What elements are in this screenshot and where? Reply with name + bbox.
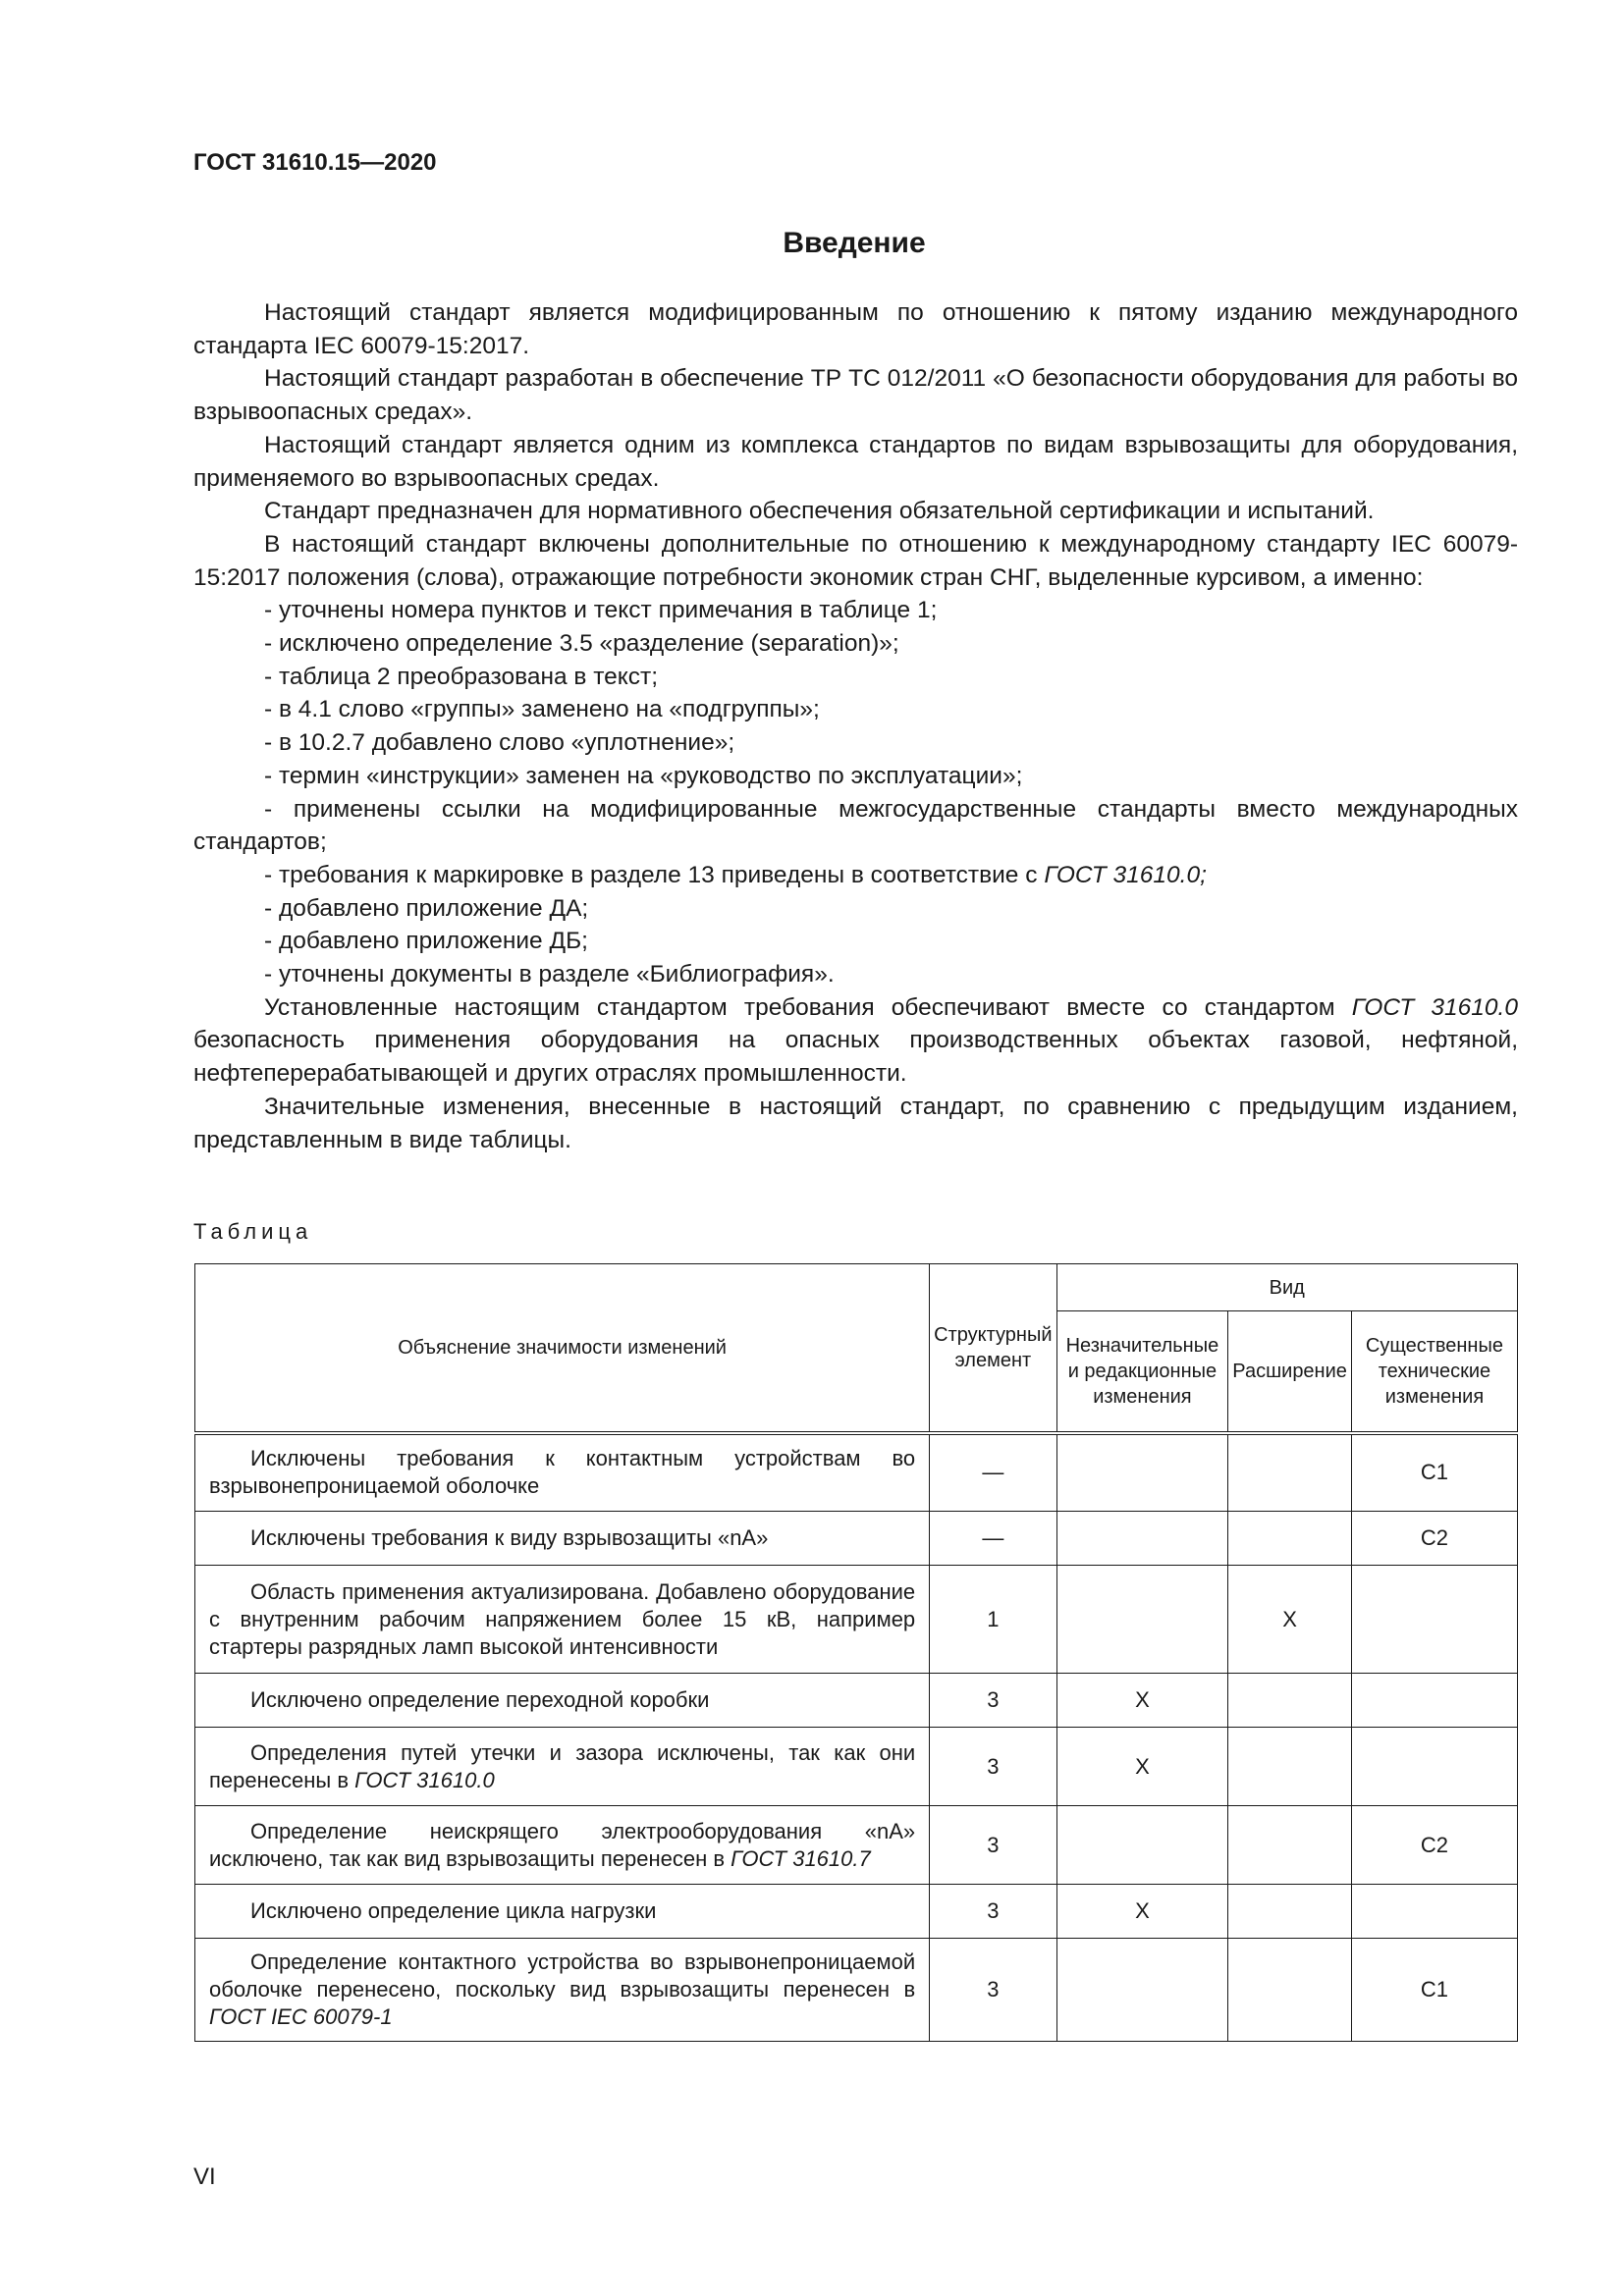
structural-element-cell: 3 (930, 1885, 1056, 1939)
list-item: - исключено определение 3.5 «разделение (separation)»; (264, 630, 899, 658)
change-description (195, 1939, 930, 2042)
extension-cell (1228, 1885, 1352, 1939)
structural-element-cell: — (930, 1512, 1056, 1566)
paragraph (193, 991, 1518, 1091)
change-description-text (209, 1739, 915, 1794)
extension-cell (1228, 1433, 1352, 1512)
table-row (195, 1674, 1518, 1728)
list-item: - добавлено приложение ДБ; (264, 928, 588, 955)
table-body (195, 1433, 1518, 2042)
structural-element-cell: 3 (930, 1728, 1056, 1806)
major-change-cell (1351, 1566, 1517, 1674)
change-description (195, 1806, 930, 1885)
extension-cell (1228, 1939, 1352, 2042)
change-description-text (209, 1818, 915, 1873)
structural-element-cell: 3 (930, 1939, 1056, 2042)
change-description-text (209, 1949, 915, 2031)
page-number: VI (193, 2163, 216, 2190)
paragraph: В настоящий стандарт включены дополнительные по отношению к международному стандарту IEC 60079-15:2017 положения (слова), отражающие потребности экономик стран СНГ, выделенные курсивом, а именно: (193, 530, 1518, 591)
list-item: - уточнены документы в разделе «Библиография». (264, 961, 835, 988)
list-item: - в 10.2.7 добавлено слово «уплотнение»; (264, 729, 735, 757)
change-description-text (209, 1578, 915, 1661)
paragraph: Стандарт предназначен для нормативного обеспечения обязательной сертификации и испытаний. (264, 498, 1375, 525)
list-item (193, 859, 1518, 892)
structural-element-cell: 1 (930, 1566, 1056, 1674)
paragraph: Значительные изменения, внесенные в настоящий стандарт, по сравнению с предыдущим изданием, представленным в виде таблицы. (193, 1093, 1518, 1153)
table-row (195, 1512, 1518, 1566)
change-description (195, 1433, 930, 1512)
extension-cell (1228, 1806, 1352, 1885)
table-row (195, 1566, 1518, 1674)
extension-cell (1228, 1728, 1352, 1806)
header-major: Существенные технические изменения (1351, 1311, 1517, 1433)
header-kind: Вид (1056, 1264, 1517, 1311)
header-extension: Расширение (1228, 1311, 1352, 1433)
minor-change-cell (1056, 1433, 1228, 1512)
list-item: - добавлено приложение ДА; (264, 894, 589, 922)
table-row (195, 1939, 1518, 2042)
table-row (195, 1885, 1518, 1939)
change-description-text (209, 1524, 915, 1552)
paragraph: Настоящий стандарт разработан в обеспечение ТР ТС 012/2011 «О безопасности оборудования для работы во взрывоопасных средах». (193, 365, 1518, 426)
paragraph: Настоящий стандарт является модифицированным по отношению к пятому изданию международного стандарта IEC 60079-15:2017. (193, 299, 1518, 359)
paragraph: Настоящий стандарт является одним из комплекса стандартов по видам взрывозащиты для оборудования, применяемого во взрывоопасных средах. (193, 431, 1518, 492)
list-item: - термин «инструкции» заменен на «руководство по эксплуатации»; (264, 762, 1023, 789)
change-text: Определение контактного устройства во взрывонепроницаемой оболочке перенесено, поскольку вид взрывозащиты перенесен в (209, 1949, 916, 2002)
section-title: Введение (783, 227, 926, 259)
extension-cell (1228, 1674, 1352, 1728)
intro-body (193, 296, 1518, 1156)
list-item-text: - требования к маркировке в разделе 13 приведены в соответствие с (264, 861, 1045, 888)
change-description (195, 1728, 930, 1806)
change-text: Область применения актуализирована. Добавлено оборудование с внутренним рабочим напряжением более 15 кВ, например стартеры разрядных ламп высокой интенсивности (209, 1578, 916, 1659)
standard-reference: ГОСТ 31610.7 (731, 1845, 871, 1871)
table-row (195, 1728, 1518, 1806)
table-caption: Таблица (193, 1219, 313, 1244)
change-description (195, 1512, 930, 1566)
minor-change-cell: X (1056, 1674, 1228, 1728)
change-description (195, 1885, 930, 1939)
change-description-text (209, 1686, 915, 1714)
change-text: Исключены требования к контактным устройствам во взрывонепроницаемой оболочке (209, 1446, 916, 1499)
minor-change-cell (1056, 1566, 1228, 1674)
major-change-cell (1351, 1885, 1517, 1939)
major-change-cell: С1 (1351, 1433, 1517, 1512)
change-description-text (209, 1445, 915, 1500)
minor-change-cell: X (1056, 1728, 1228, 1806)
major-change-cell: С1 (1351, 1939, 1517, 2042)
major-change-cell: С2 (1351, 1806, 1517, 1885)
changes-table (194, 1263, 1518, 2042)
header-structural-element: Структурный элемент (930, 1264, 1056, 1433)
structural-element-cell: 3 (930, 1806, 1056, 1885)
paragraph-text: безопасность применения оборудования на опасных производственных объектах газовой, нефтяной, нефтеперерабатывающей и других отраслях промышленности. (193, 1027, 1518, 1088)
major-change-cell (1351, 1674, 1517, 1728)
header-minor: Незначительные и редакционные изменения (1056, 1311, 1228, 1433)
list-item: - уточнены номера пунктов и текст примечания в таблице 1; (264, 597, 938, 624)
major-change-cell (1351, 1728, 1517, 1806)
minor-change-cell (1056, 1939, 1228, 2042)
table-row (195, 1806, 1518, 1885)
table-row (195, 1433, 1518, 1512)
list-item: - применены ссылки на модифицированные межгосударственные стандарты вместо международных стандартов; (193, 795, 1518, 856)
extension-cell (1228, 1512, 1352, 1566)
change-text: Исключено определение цикла нагрузки (250, 1898, 657, 1923)
standard-reference: ГОСТ 31610.0 (1351, 993, 1518, 1021)
change-description-text (209, 1897, 915, 1925)
change-description (195, 1674, 930, 1728)
standard-reference: ГОСТ 31610.0 (354, 1767, 495, 1792)
list-item: - в 4.1 слово «группы» заменено на «подгруппы»; (264, 696, 820, 723)
paragraph-text: Установленные настоящим стандартом требования обеспечивают вместе со стандартом (264, 993, 1352, 1021)
change-description (195, 1566, 930, 1674)
extension-cell: X (1228, 1566, 1352, 1674)
document-code: ГОСТ 31610.15—2020 (193, 149, 437, 176)
structural-element-cell: — (930, 1433, 1056, 1512)
header-explanation: Объяснение значимости изменений (195, 1264, 930, 1433)
minor-change-cell (1056, 1512, 1228, 1566)
standard-reference: ГОСТ IEC 60079-1 (209, 2004, 393, 2029)
minor-change-cell (1056, 1806, 1228, 1885)
change-text: Определение неискрящего электрооборудования «nA» исключено, так как вид взрывозащиты перенесен в (209, 1818, 916, 1871)
change-text: Исключены требования к виду взрывозащиты «nA» (250, 1525, 769, 1550)
list-item: - таблица 2 преобразована в текст; (264, 663, 659, 690)
change-text: Исключено определение переходной коробки (250, 1687, 710, 1712)
change-text: Определения путей утечки и зазора исключены, так как они перенесены в (209, 1739, 916, 1792)
major-change-cell: С2 (1351, 1512, 1517, 1566)
structural-element-cell: 3 (930, 1674, 1056, 1728)
standard-reference: ГОСТ 31610.0; (1044, 861, 1207, 888)
minor-change-cell: X (1056, 1885, 1228, 1939)
